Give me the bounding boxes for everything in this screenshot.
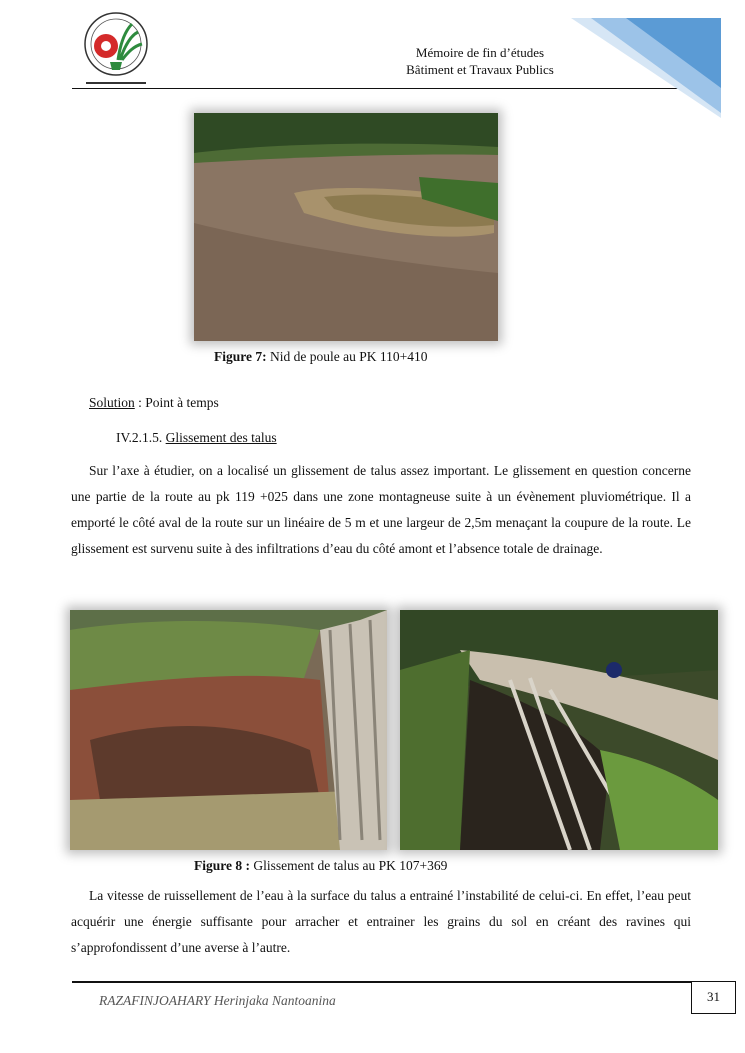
pothole-photo xyxy=(194,113,498,341)
paragraph-1: Sur l’axe à étudier, on a localisé un glissement de talus assez important. Le glissement en question concerne une partie de la route au pk 119 +025 dans une zone montagneuse suite à un évènement pluviométrique. Il a emporté le côté aval de la route sur un linéaire de 5 m et une largeur de 2,5m menaçant la coupure de la route. Le glissement est survenu suite à des infiltrations d’eau du côté amont et l’absence totale de drainage. xyxy=(71,463,691,556)
figure-8-text: Glissement de talus au PK 107+369 xyxy=(250,858,448,873)
corner-decoration xyxy=(571,18,721,118)
landslide-photo-right xyxy=(400,610,718,850)
school-emblem-icon xyxy=(80,10,152,90)
solution-label: Solution xyxy=(89,395,135,410)
landslide-photo-left xyxy=(70,610,387,850)
header-line-1: Mémoire de fin d’études xyxy=(415,45,545,60)
footer-divider xyxy=(72,981,692,983)
solution-line xyxy=(89,395,219,411)
figure-8-label: Figure 8 : xyxy=(194,858,250,873)
section-title: Glissement des talus xyxy=(165,430,277,445)
section-number: IV.2.1.5. xyxy=(116,430,166,445)
page-number: 31 xyxy=(691,981,736,1014)
header-title xyxy=(370,44,590,78)
section-heading xyxy=(116,430,277,446)
solution-text: : Point à temps xyxy=(134,395,219,410)
header-line-2: Bâtiment et Travaux Publics xyxy=(406,62,554,77)
figure-7-caption xyxy=(214,349,427,365)
figure-7-text: Nid de poule au PK 110+410 xyxy=(266,349,428,364)
paragraph-2: La vitesse de ruissellement de l’eau à la surface du talus a entrainé l’instabilité de celui-ci. En effet, l’eau peut acquérir une énergie suffisante pour arracher et entrainer les grains du sol en créant des ravines qui s’approfondissent d’une averse à l’autre. xyxy=(71,888,691,955)
figure-8-caption xyxy=(194,858,447,874)
footer-author: RAZAFINJOAHARY Herinjaka Nantoanina xyxy=(99,993,336,1008)
figure-7-label: Figure 7: xyxy=(214,349,267,364)
